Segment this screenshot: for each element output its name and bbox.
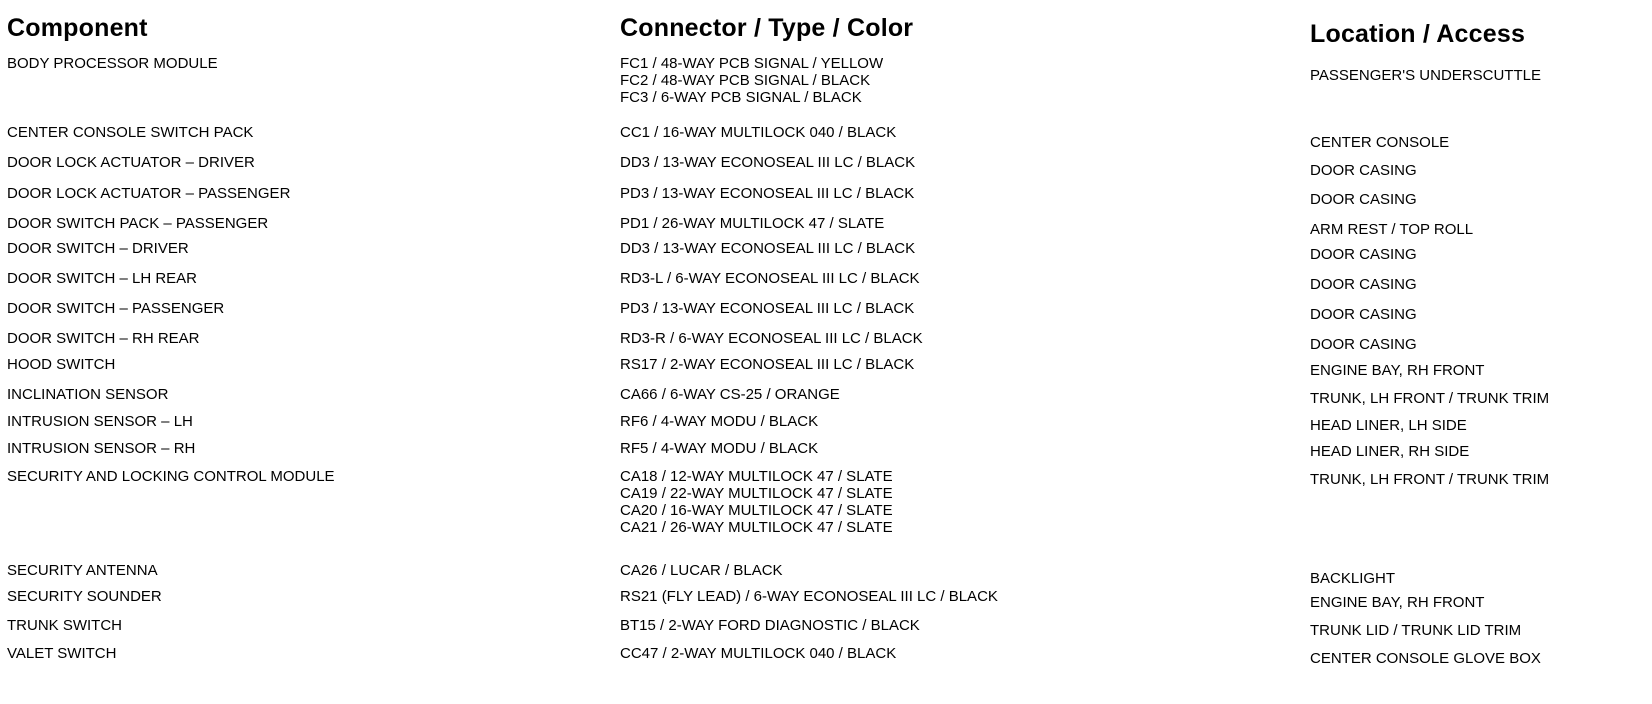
component-name: BODY PROCESSOR MODULE [7, 55, 218, 72]
connector-list [620, 386, 840, 403]
connector-entry: CA20 / 16-WAY MULTILOCK 47 / SLATE [620, 502, 893, 519]
component-name: VALET SWITCH [7, 645, 117, 662]
location-access: TRUNK, LH FRONT / TRUNK TRIM [1310, 390, 1550, 407]
component-name: SECURITY AND LOCKING CONTROL MODULE [7, 468, 335, 485]
component-name: DOOR SWITCH – DRIVER [7, 240, 189, 257]
connector-entry: CA26 / LUCAR / BLACK [620, 562, 783, 579]
location-access: DOOR CASING [1310, 276, 1417, 293]
component-name: DOOR SWITCH – PASSENGER [7, 300, 225, 317]
connector-entry: DD3 / 13-WAY ECONOSEAL III LC / BLACK [620, 240, 916, 257]
location-access: ENGINE BAY, RH FRONT [1310, 594, 1485, 611]
location-access: DOOR CASING [1310, 306, 1417, 323]
component-name: INTRUSION SENSOR – LH [7, 413, 193, 430]
location-access: TRUNK LID / TRUNK LID TRIM [1310, 622, 1522, 639]
connector-entry: FC3 / 6-WAY PCB SIGNAL / BLACK [620, 89, 862, 106]
connector-entry: RD3-R / 6-WAY ECONOSEAL III LC / BLACK [620, 330, 923, 347]
connector-entry: CA19 / 22-WAY MULTILOCK 47 / SLATE [620, 485, 893, 502]
connector-entry: DD3 / 13-WAY ECONOSEAL III LC / BLACK [620, 154, 916, 171]
connector-entry: RF5 / 4-WAY MODU / BLACK [620, 440, 819, 457]
connector-entry: CA66 / 6-WAY CS-25 / ORANGE [620, 386, 840, 403]
connector-list [620, 645, 896, 662]
header-connector: Connector / Type / Color [620, 14, 914, 42]
connector-list [620, 356, 914, 373]
connector-entry: FC2 / 48-WAY PCB SIGNAL / BLACK [620, 72, 871, 89]
connector-list [620, 124, 896, 141]
component-name: DOOR LOCK ACTUATOR – PASSENGER [7, 185, 291, 202]
component-name: INCLINATION SENSOR [7, 386, 169, 403]
location-access: BACKLIGHT [1310, 570, 1396, 587]
connector-list [620, 468, 893, 536]
location-access: ENGINE BAY, RH FRONT [1310, 362, 1485, 379]
header-component: Component [7, 14, 148, 42]
location-access: DOOR CASING [1310, 191, 1417, 208]
connector-list [620, 588, 998, 605]
location-access: HEAD LINER, LH SIDE [1310, 417, 1467, 434]
connector-entry: CC1 / 16-WAY MULTILOCK 040 / BLACK [620, 124, 897, 141]
connector-list [620, 617, 920, 634]
connector-list [620, 440, 818, 457]
component-name: INTRUSION SENSOR – RH [7, 440, 196, 457]
connector-list [620, 185, 914, 202]
location-access: PASSENGER'S UNDERSCUTTLE [1310, 67, 1541, 84]
component-name: SECURITY SOUNDER [7, 588, 162, 605]
connector-list [620, 215, 884, 232]
connector-entry: RF6 / 4-WAY MODU / BLACK [620, 413, 819, 430]
connector-entry: CC47 / 2-WAY MULTILOCK 040 / BLACK [620, 645, 897, 662]
connector-list [620, 330, 923, 347]
location-access: HEAD LINER, RH SIDE [1310, 443, 1470, 460]
connector-entry: PD1 / 26-WAY MULTILOCK 47 / SLATE [620, 215, 885, 232]
connector-entry: CA18 / 12-WAY MULTILOCK 47 / SLATE [620, 468, 893, 485]
connector-entry: FC1 / 48-WAY PCB SIGNAL / YELLOW [620, 55, 884, 72]
connector-entry: RS21 (FLY LEAD) / 6-WAY ECONOSEAL III LC / BLACK [620, 588, 998, 605]
connector-list [620, 55, 883, 106]
location-access: CENTER CONSOLE [1310, 134, 1450, 151]
component-name: CENTER CONSOLE SWITCH PACK [7, 124, 254, 141]
connector-list [620, 154, 915, 171]
component-name: HOOD SWITCH [7, 356, 116, 373]
connector-entry: BT15 / 2-WAY FORD DIAGNOSTIC / BLACK [620, 617, 920, 634]
component-name: SECURITY ANTENNA [7, 562, 158, 579]
connector-entry: PD3 / 13-WAY ECONOSEAL III LC / BLACK [620, 300, 915, 317]
connector-list [620, 562, 783, 579]
location-access: ARM REST / TOP ROLL [1310, 221, 1474, 238]
header-location: Location / Access [1310, 20, 1526, 48]
connector-list [620, 270, 920, 287]
component-name: DOOR SWITCH – RH REAR [7, 330, 200, 347]
connector-list [620, 413, 818, 430]
connector-entry: CA21 / 26-WAY MULTILOCK 47 / SLATE [620, 519, 893, 536]
connector-entry: PD3 / 13-WAY ECONOSEAL III LC / BLACK [620, 185, 915, 202]
location-access: DOOR CASING [1310, 246, 1417, 263]
location-access: DOOR CASING [1310, 162, 1417, 179]
component-name: DOOR LOCK ACTUATOR – DRIVER [7, 154, 255, 171]
location-access: CENTER CONSOLE GLOVE BOX [1310, 650, 1541, 667]
connector-entry: RD3-L / 6-WAY ECONOSEAL III LC / BLACK [620, 270, 920, 287]
component-name: DOOR SWITCH PACK – PASSENGER [7, 215, 269, 232]
connector-list [620, 240, 915, 257]
location-access: TRUNK, LH FRONT / TRUNK TRIM [1310, 471, 1550, 488]
component-name: DOOR SWITCH – LH REAR [7, 270, 198, 287]
connector-list [620, 300, 914, 317]
connector-entry: RS17 / 2-WAY ECONOSEAL III LC / BLACK [620, 356, 915, 373]
component-name: TRUNK SWITCH [7, 617, 122, 634]
location-access: DOOR CASING [1310, 336, 1417, 353]
